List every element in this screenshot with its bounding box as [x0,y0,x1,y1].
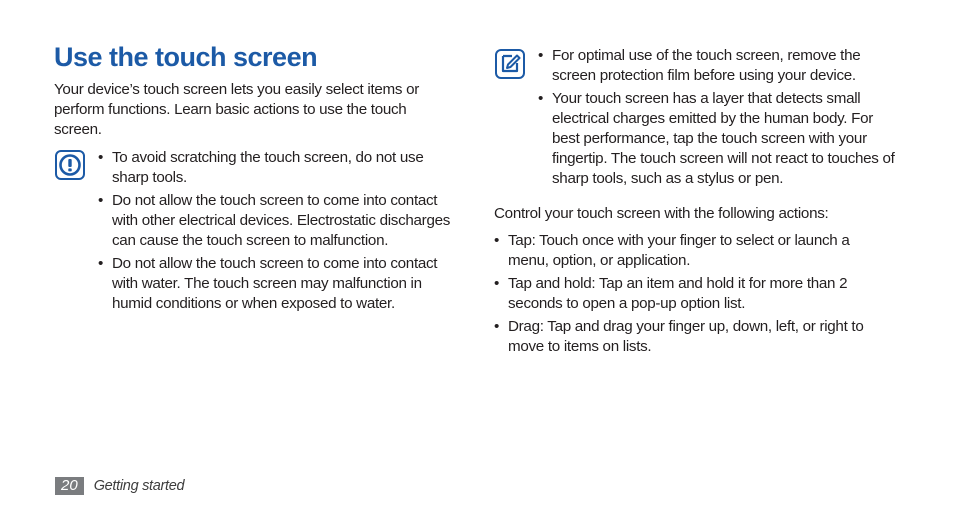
page-number: 20 [55,477,84,495]
list-item: • For optimal use of the touch screen, remove the screen protection film before using your device. [538,46,898,86]
warning-icon [55,150,85,180]
list-item: • Do not allow the touch screen to come into contact with other electrical devices. Electrostatic discharges can cause the touch screen to malfunction. [98,191,458,251]
list-item: • Tap: Touch once with your finger to select or launch a menu, option, or application. [494,231,894,271]
list-item: • Your touch screen has a layer that detects small electrical charges emitted by the human body. For best performance, tap the touch screen with your fingertip. The touch screen will not react to touches of sharp tools, such as a stylus or pen. [538,89,898,189]
list-item: • Drag: Tap and drag your finger up, down, left, or right to move to items on lists. [494,317,894,357]
list-item: • Tap and hold: Tap an item and hold it for more than 2 seconds to open a pop-up option list. [494,274,894,314]
list-item: • To avoid scratching the touch screen, do not use sharp tools. [98,148,458,188]
page-footer [55,476,184,496]
actions-intro: Control your touch screen with the following actions: [494,205,829,222]
actions-list [494,231,894,360]
intro-paragraph: Your device’s touch screen lets you easily select items or perform functions. Learn basic actions to use the touch screen. [54,81,420,138]
warning-list [98,148,458,317]
note-icon [495,49,525,79]
section-label: Getting started [93,478,185,494]
page-title: Use the touch screen [54,42,318,72]
list-item: • Do not allow the touch screen to come into contact with water. The touch screen may malfunction in humid conditions or when exposed to water. [98,254,458,314]
note-list [538,46,898,192]
